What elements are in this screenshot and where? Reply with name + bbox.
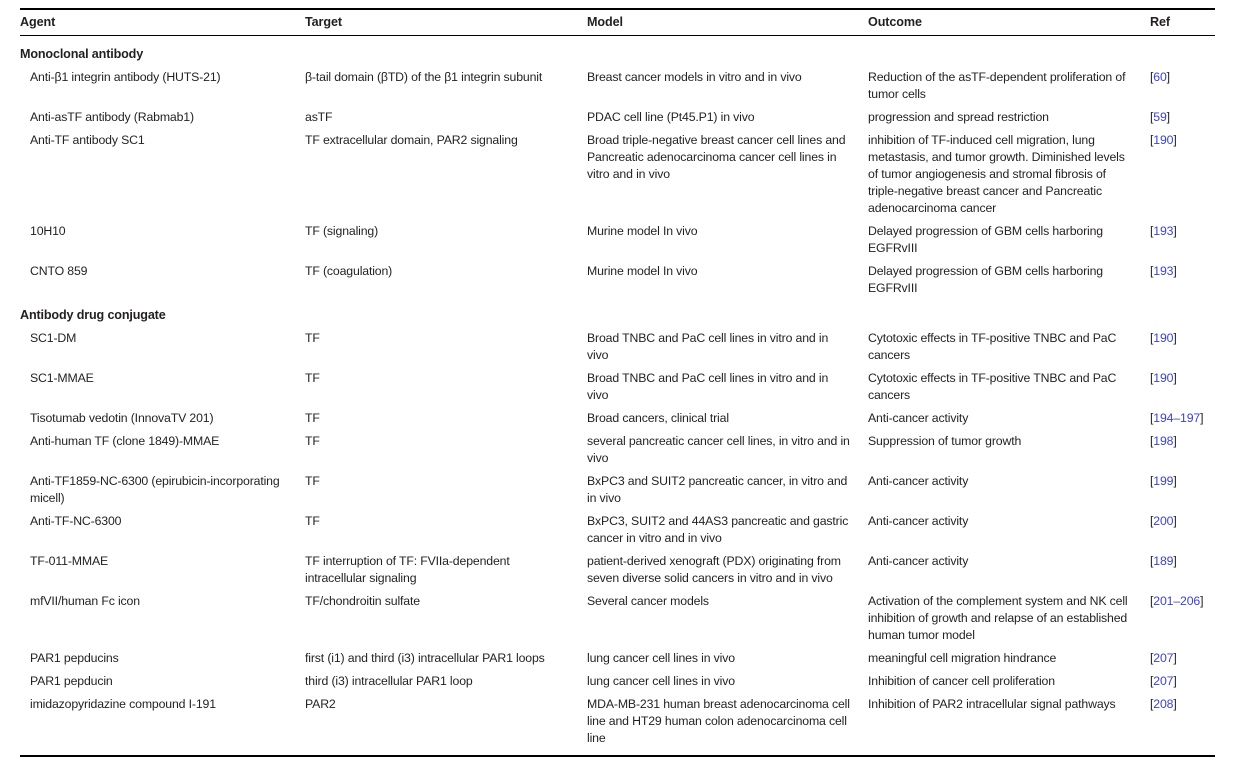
ref-link[interactable]: 60 bbox=[1153, 70, 1167, 84]
target-cell: PAR2 bbox=[305, 697, 336, 711]
target-cell: TF bbox=[305, 514, 320, 528]
ref-link[interactable]: 199 bbox=[1153, 474, 1174, 488]
table-row bbox=[20, 103, 1215, 126]
column-header-ref: Ref bbox=[1150, 9, 1215, 36]
ref-bracket-open: [ bbox=[1150, 371, 1154, 385]
model-cell: lung cancer cell lines in vivo bbox=[587, 674, 735, 688]
outcome-cell: Suppression of tumor growth bbox=[868, 434, 1022, 448]
ref-bracket-close: ] bbox=[1173, 264, 1177, 278]
target-cell: TF bbox=[305, 411, 320, 425]
ref-link[interactable]: 190 bbox=[1153, 133, 1174, 147]
target-cell: TF (coagulation) bbox=[305, 264, 393, 278]
table-row bbox=[20, 587, 1215, 644]
outcome-cell: Reduction of the asTF-dependent proliferation of tumor cells bbox=[868, 70, 1126, 101]
ref-bracket-open: [ bbox=[1150, 224, 1154, 238]
ref-cell bbox=[1150, 644, 1215, 667]
agent-cell: SC1-MMAE bbox=[30, 371, 94, 385]
ref-bracket-open: [ bbox=[1150, 474, 1154, 488]
outcome-cell: Delayed progression of GBM cells harboring EGFRvIII bbox=[868, 264, 1103, 295]
model-cell: MDA-MB-231 human breast adenocarcinoma cell line and HT29 human colon adenocarcinoma cell line bbox=[587, 697, 850, 745]
ref-bracket-close: ] bbox=[1173, 554, 1177, 568]
ref-link[interactable]: 207 bbox=[1153, 674, 1174, 688]
target-cell: β-tail domain (βTD) of the β1 integrin subunit bbox=[305, 70, 543, 84]
ref-cell bbox=[1150, 667, 1215, 690]
model-cell: Murine model In vivo bbox=[587, 264, 698, 278]
ref-link[interactable]: 190 bbox=[1153, 371, 1174, 385]
outcome-cell: meaningful cell migration hindrance bbox=[868, 651, 1057, 665]
target-cell: TF bbox=[305, 474, 320, 488]
ref-cell bbox=[1150, 324, 1215, 364]
column-header-target: Target bbox=[305, 9, 587, 36]
ref-bracket-close: ] bbox=[1173, 474, 1177, 488]
table-row bbox=[20, 690, 1215, 756]
ref-link[interactable]: 194–197 bbox=[1153, 411, 1201, 425]
agent-cell: Tisotumab vedotin (InnovaTV 201) bbox=[30, 411, 214, 425]
target-cell: TF bbox=[305, 434, 320, 448]
outcome-cell: progression and spread restriction bbox=[868, 110, 1049, 124]
outcome-cell: Anti-cancer activity bbox=[868, 411, 969, 425]
table-row bbox=[20, 507, 1215, 547]
table-row bbox=[20, 667, 1215, 690]
ref-bracket-close: ] bbox=[1166, 70, 1170, 84]
ref-cell bbox=[1150, 587, 1215, 644]
ref-bracket-open: [ bbox=[1150, 411, 1154, 425]
ref-link[interactable]: 59 bbox=[1153, 110, 1167, 124]
ref-bracket-open: [ bbox=[1150, 264, 1154, 278]
outcome-cell: inhibition of TF-induced cell migration, lung metastasis, and tumor growth. Diminished levels of tumor angiogenesis and stromal fibrosis of triple-negative breast cancer and Pancreatic adenocarcinoma cancer bbox=[868, 133, 1125, 215]
agent-cell: 10H10 bbox=[30, 224, 66, 238]
target-cell: TF bbox=[305, 371, 320, 385]
ref-link[interactable]: 198 bbox=[1153, 434, 1174, 448]
ref-cell bbox=[1150, 63, 1215, 103]
ref-bracket-close: ] bbox=[1173, 331, 1177, 345]
ref-bracket-open: [ bbox=[1150, 594, 1154, 608]
model-cell: Murine model In vivo bbox=[587, 224, 698, 238]
table-row bbox=[20, 217, 1215, 257]
agent-cell: Anti-TF-NC-6300 bbox=[30, 514, 122, 528]
model-cell: PDAC cell line (Pt45.P1) in vivo bbox=[587, 110, 755, 124]
model-cell: Broad cancers, clinical trial bbox=[587, 411, 729, 425]
outcome-cell: Activation of the complement system and NK cell inhibition of growth and relapse of an established human tumor model bbox=[868, 594, 1128, 642]
ref-link[interactable]: 207 bbox=[1153, 651, 1174, 665]
agent-cell: PAR1 pepducin bbox=[30, 674, 113, 688]
ref-bracket-open: [ bbox=[1150, 514, 1154, 528]
target-cell: TF interruption of TF: FVIIa-dependent intracellular signaling bbox=[305, 554, 510, 585]
ref-bracket-open: [ bbox=[1150, 110, 1154, 124]
ref-bracket-open: [ bbox=[1150, 434, 1154, 448]
ref-bracket-open: [ bbox=[1150, 651, 1154, 665]
ref-bracket-open: [ bbox=[1150, 674, 1154, 688]
model-cell: Several cancer models bbox=[587, 594, 709, 608]
ref-bracket-close: ] bbox=[1166, 110, 1170, 124]
section-heading-label: Antibody drug conjugate bbox=[20, 308, 166, 322]
ref-cell bbox=[1150, 103, 1215, 126]
outcome-cell: Cytotoxic effects in TF-positive TNBC and PaC cancers bbox=[868, 331, 1117, 362]
ref-cell bbox=[1150, 690, 1215, 756]
model-cell: Breast cancer models in vitro and in vivo bbox=[587, 70, 802, 84]
agent-cell: PAR1 pepducins bbox=[30, 651, 119, 665]
model-cell: Broad triple-negative breast cancer cell lines and Pancreatic adenocarcinoma cancer cell lines in vitro and in vivo bbox=[587, 133, 846, 181]
outcome-cell: Anti-cancer activity bbox=[868, 474, 969, 488]
target-cell: TF (signaling) bbox=[305, 224, 379, 238]
table-row bbox=[20, 427, 1215, 467]
agent-cell: CNTO 859 bbox=[30, 264, 88, 278]
ref-bracket-close: ] bbox=[1173, 434, 1177, 448]
ref-bracket-open: [ bbox=[1150, 70, 1154, 84]
ref-link[interactable]: 189 bbox=[1153, 554, 1174, 568]
ref-bracket-open: [ bbox=[1150, 331, 1154, 345]
table-row bbox=[20, 126, 1215, 217]
ref-bracket-close: ] bbox=[1173, 224, 1177, 238]
agent-cell: Anti-asTF antibody (Rabmab1) bbox=[30, 110, 194, 124]
agent-cell: SC1-DM bbox=[30, 331, 77, 345]
model-cell: several pancreatic cancer cell lines, in vitro and in vivo bbox=[587, 434, 850, 465]
ref-link[interactable]: 193 bbox=[1153, 264, 1174, 278]
model-cell: BxPC3, SUIT2 and 44AS3 pancreatic and gastric cancer in vitro and in vivo bbox=[587, 514, 849, 545]
ref-bracket-close: ] bbox=[1173, 651, 1177, 665]
ref-link[interactable]: 201–206 bbox=[1153, 594, 1201, 608]
table-row bbox=[20, 63, 1215, 103]
outcome-cell: Cytotoxic effects in TF-positive TNBC and PaC cancers bbox=[868, 371, 1117, 402]
ref-link[interactable]: 190 bbox=[1153, 331, 1174, 345]
column-header-outcome: Outcome bbox=[868, 9, 1150, 36]
ref-cell bbox=[1150, 427, 1215, 467]
ref-link[interactable]: 193 bbox=[1153, 224, 1174, 238]
ref-bracket-close: ] bbox=[1200, 411, 1204, 425]
section-heading-monoclonal-antibody bbox=[20, 36, 1215, 64]
table-row bbox=[20, 547, 1215, 587]
model-cell: Broad TNBC and PaC cell lines in vitro and in vivo bbox=[587, 331, 829, 362]
outcome-cell: Delayed progression of GBM cells harboring EGFRvIII bbox=[868, 224, 1103, 255]
table-row bbox=[20, 364, 1215, 404]
table-row bbox=[20, 644, 1215, 667]
ref-cell bbox=[1150, 547, 1215, 587]
agent-cell: Anti-human TF (clone 1849)-MMAE bbox=[30, 434, 220, 448]
ref-cell bbox=[1150, 257, 1215, 297]
ref-cell bbox=[1150, 217, 1215, 257]
agent-cell: Anti-β1 integrin antibody (HUTS-21) bbox=[30, 70, 221, 84]
section-heading-label: Monoclonal antibody bbox=[20, 47, 144, 61]
ref-bracket-close: ] bbox=[1200, 594, 1204, 608]
agent-cell: imidazopyridazine compound I-191 bbox=[30, 697, 216, 711]
agent-cell: mfVII/human Fc icon bbox=[30, 594, 140, 608]
target-cell: first (i1) and third (i3) intracellular PAR1 loops bbox=[305, 651, 545, 665]
outcome-cell: Inhibition of PAR2 intracellular signal pathways bbox=[868, 697, 1116, 711]
ref-bracket-close: ] bbox=[1173, 133, 1177, 147]
model-cell: Broad TNBC and PaC cell lines in vitro and in vivo bbox=[587, 371, 829, 402]
model-cell: patient-derived xenograft (PDX) originating from seven diverse solid cancers in vitro and in vivo bbox=[587, 554, 841, 585]
target-cell: TF/chondroitin sulfate bbox=[305, 594, 420, 608]
model-cell: lung cancer cell lines in vivo bbox=[587, 651, 735, 665]
ref-bracket-close: ] bbox=[1173, 674, 1177, 688]
target-cell: asTF bbox=[305, 110, 333, 124]
ref-bracket-close: ] bbox=[1173, 371, 1177, 385]
column-header-agent: Agent bbox=[20, 9, 305, 36]
ref-cell bbox=[1150, 126, 1215, 217]
ref-bracket-open: [ bbox=[1150, 133, 1154, 147]
ref-link[interactable]: 200 bbox=[1153, 514, 1174, 528]
column-header-model: Model bbox=[587, 9, 868, 36]
table-header-row bbox=[20, 9, 1215, 36]
table-row bbox=[20, 257, 1215, 297]
target-cell: TF extracellular domain, PAR2 signaling bbox=[305, 133, 518, 147]
ref-cell bbox=[1150, 404, 1215, 427]
table-row bbox=[20, 324, 1215, 364]
outcome-cell: Inhibition of cancer cell proliferation bbox=[868, 674, 1055, 688]
ref-cell bbox=[1150, 507, 1215, 547]
ref-link[interactable]: 208 bbox=[1153, 697, 1174, 711]
agent-cell: TF-011-MMAE bbox=[30, 554, 109, 568]
model-cell: BxPC3 and SUIT2 pancreatic cancer, in vitro and in vivo bbox=[587, 474, 848, 505]
ref-bracket-close: ] bbox=[1173, 514, 1177, 528]
ref-cell bbox=[1150, 467, 1215, 507]
ref-bracket-open: [ bbox=[1150, 697, 1154, 711]
ref-cell bbox=[1150, 364, 1215, 404]
outcome-cell: Anti-cancer activity bbox=[868, 514, 969, 528]
ref-bracket-open: [ bbox=[1150, 554, 1154, 568]
section-heading-antibody-drug-conjugate bbox=[20, 297, 1215, 324]
target-cell: TF bbox=[305, 331, 320, 345]
target-cell: third (i3) intracellular PAR1 loop bbox=[305, 674, 473, 688]
table-row bbox=[20, 404, 1215, 427]
agent-cell: Anti-TF antibody SC1 bbox=[30, 133, 145, 147]
outcome-cell: Anti-cancer activity bbox=[868, 554, 969, 568]
tf-agents-table bbox=[20, 8, 1215, 757]
ref-bracket-close: ] bbox=[1173, 697, 1177, 711]
agent-cell: Anti-TF1859-NC-6300 (epirubicin-incorporating micell) bbox=[30, 474, 280, 505]
table-row bbox=[20, 467, 1215, 507]
